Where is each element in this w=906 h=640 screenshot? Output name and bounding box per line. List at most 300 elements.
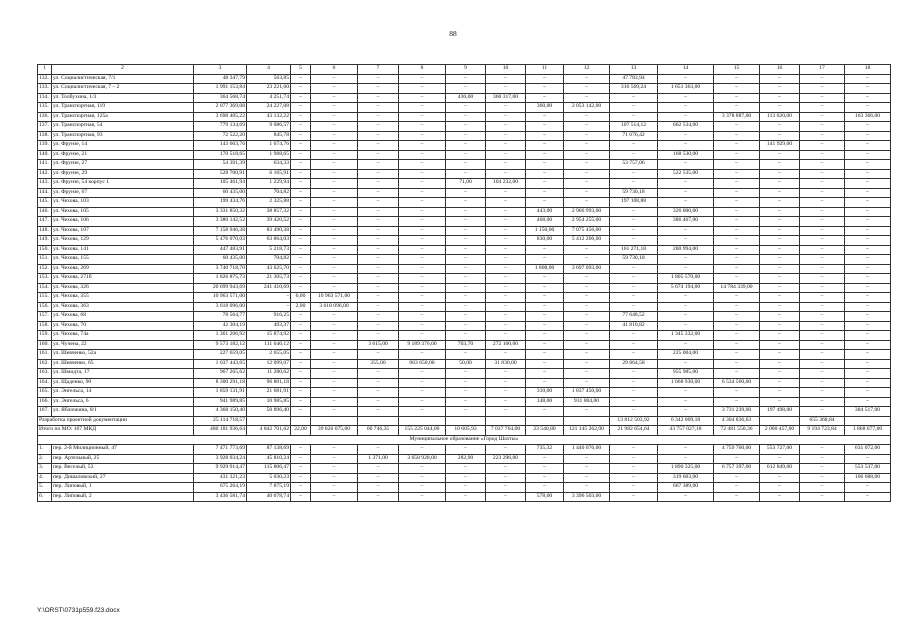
table-cell: 3 928 034,24: [194, 454, 247, 464]
table-cell: –: [311, 492, 358, 502]
address-cell: ул. Чехова, 68: [52, 312, 194, 322]
table-cell: 38 857,32: [247, 207, 291, 217]
table-cell: –: [358, 188, 399, 198]
table-cell: –: [486, 293, 526, 303]
table-cell: 1 345 332,00: [658, 331, 714, 341]
table-cell: –: [399, 312, 446, 322]
table-row: [38, 226, 891, 236]
table-cell: –: [800, 103, 845, 113]
table-cell: –: [358, 217, 399, 227]
table-cell: 9 189 376,00: [399, 340, 446, 350]
table-cell: –: [658, 388, 714, 398]
table-cell: –: [358, 264, 399, 274]
table-cell: 468,00: [526, 217, 564, 227]
table-cell: 631 072,00: [845, 445, 891, 455]
table-cell: 10 605,93: [446, 426, 486, 436]
table-cell: –: [291, 245, 311, 255]
table-cell: –: [800, 340, 845, 350]
table-cell: 704,82: [247, 188, 291, 198]
table-cell: –: [845, 274, 891, 284]
table-cell: –: [399, 207, 446, 217]
address-cell: ул. Энгельса, 6: [52, 397, 194, 407]
table-row: [38, 217, 891, 227]
table-cell: –: [526, 312, 564, 322]
table-cell: –: [564, 369, 610, 379]
table-cell: –: [291, 103, 311, 113]
table-cell: –: [358, 302, 399, 312]
table-cell: 43 757 027,18: [658, 426, 714, 436]
table-cell: –: [800, 492, 845, 502]
table-cell: –: [486, 150, 526, 160]
table-cell: –: [760, 255, 800, 265]
table-cell: –: [845, 359, 891, 369]
table-cell: –: [714, 150, 760, 160]
table-cell: –: [311, 340, 358, 350]
table-cell: –: [446, 369, 486, 379]
table-cell: –: [564, 283, 610, 293]
table-cell: –: [610, 397, 658, 407]
table-row: [38, 188, 891, 198]
table-cell: –: [399, 350, 446, 360]
table-cell: 1 826 875,73: [194, 274, 247, 284]
table-cell: –: [658, 340, 714, 350]
table-cell: 137.: [38, 122, 52, 132]
table-cell: 4 304 836,63: [714, 416, 760, 426]
address-cell: ул. Толбухина, 1/3: [52, 93, 194, 103]
table-cell: –: [291, 141, 311, 151]
table-cell: –: [446, 112, 486, 122]
table-cell: –: [526, 255, 564, 265]
table-cell: –: [446, 397, 486, 407]
table-cell: –: [564, 483, 610, 493]
table-cell: 578,00: [526, 492, 564, 502]
address-cell: ул. Чехова, 70: [52, 321, 194, 331]
table-cell: 2 325,88: [247, 198, 291, 208]
table-cell: 43 132,22: [247, 112, 291, 122]
table-cell: 3.: [38, 464, 52, 474]
table-cell: –: [291, 359, 311, 369]
table-cell: –: [658, 131, 714, 141]
table-cell: –: [311, 131, 358, 141]
table-cell: –: [564, 141, 610, 151]
table-cell: –: [845, 160, 891, 170]
table-cell: –: [610, 207, 658, 217]
table-cell: –: [526, 350, 564, 360]
table-cell: 319 603,00: [658, 473, 714, 483]
table-cell: 830,00: [526, 236, 564, 246]
table-row: [38, 84, 891, 94]
table-cell: –: [526, 245, 564, 255]
table-cell: –: [486, 141, 526, 151]
table-cell: –: [760, 369, 800, 379]
table-cell: 493,37: [247, 321, 291, 331]
table-cell: –: [760, 179, 800, 189]
table-cell: –: [399, 160, 446, 170]
address-cell: ул. Фрунзе, 21: [52, 150, 194, 160]
table-cell: 163.: [38, 369, 52, 379]
table-cell: –: [311, 198, 358, 208]
table-cell: –: [291, 407, 311, 417]
table-cell: –: [800, 321, 845, 331]
table-cell: 955 985,00: [658, 369, 714, 379]
table-cell: 197 108,88: [610, 198, 658, 208]
table-cell: –: [658, 236, 714, 246]
table-cell: –: [564, 150, 610, 160]
table-cell: 704,82: [247, 255, 291, 265]
table-cell: –: [358, 103, 399, 113]
table-row: [38, 169, 891, 179]
table-cell: –: [446, 236, 486, 246]
design-docs-row: [38, 416, 891, 426]
table-cell: –: [845, 93, 891, 103]
table-row: [38, 103, 891, 113]
table-cell: –: [446, 302, 486, 312]
table-cell: 199 434,76: [194, 198, 247, 208]
table-cell: –: [610, 483, 658, 493]
table-cell: –: [714, 359, 760, 369]
table-cell: –: [358, 122, 399, 132]
table-cell: –: [714, 131, 760, 141]
table-cell: 153.: [38, 274, 52, 284]
table-cell: –: [800, 188, 845, 198]
table-cell: –: [446, 445, 486, 455]
table-cell: –: [610, 264, 658, 274]
table-cell: –: [800, 226, 845, 236]
table-cell: –: [610, 369, 658, 379]
table-cell: –: [486, 74, 526, 84]
table-cell: –: [526, 141, 564, 151]
table-cell: –: [311, 236, 358, 246]
table-row: [38, 321, 891, 331]
table-cell: 447 483,91: [194, 245, 247, 255]
table-cell: –: [610, 93, 658, 103]
table-cell: –: [610, 302, 658, 312]
table-cell: –: [564, 464, 610, 474]
table-row: [38, 274, 891, 284]
table-cell: –: [845, 103, 891, 113]
table-cell: –: [610, 141, 658, 151]
table-cell: –: [714, 188, 760, 198]
table-cell: –: [564, 302, 610, 312]
table-cell: –: [610, 445, 658, 455]
table-cell: –: [610, 464, 658, 474]
table-row: [38, 331, 891, 341]
table-cell: 96 801,18: [247, 378, 291, 388]
table-cell: –: [399, 473, 446, 483]
table-cell: –: [399, 150, 446, 160]
table-cell: –: [446, 473, 486, 483]
table-row: [38, 302, 891, 312]
table-cell: –: [358, 255, 399, 265]
address-cell: пер. Веселый, 53: [52, 464, 194, 474]
table-cell: –: [800, 150, 845, 160]
table-cell: –: [399, 122, 446, 132]
table-cell: –: [845, 207, 891, 217]
table-cell: –: [564, 179, 610, 189]
table-cell: –: [564, 274, 610, 284]
table-cell: –: [311, 274, 358, 284]
address-cell: ул. Фрунзе, 27: [52, 160, 194, 170]
table-cell: –: [760, 122, 800, 132]
table-cell: –: [760, 160, 800, 170]
address-cell: пер. 2-й Милиционный, 47: [52, 445, 194, 455]
table-cell: 355,00: [358, 359, 399, 369]
table-cell: –: [311, 445, 358, 455]
table-cell: –: [760, 340, 800, 350]
table-cell: –: [291, 207, 311, 217]
table-cell: 6 534 560,00: [714, 378, 760, 388]
table-cell: [446, 416, 486, 426]
table-cell: –: [399, 331, 446, 341]
table-cell: –: [714, 93, 760, 103]
repair-register-table: [37, 64, 891, 502]
table-cell: 50,00: [446, 359, 486, 369]
table-cell: –: [291, 131, 311, 141]
table-cell: –: [800, 264, 845, 274]
table-cell: –: [564, 160, 610, 170]
table-cell: –: [760, 150, 800, 160]
table-cell: 10 963 571,00: [194, 293, 247, 303]
table-cell: –: [800, 207, 845, 217]
column-number-cell: 2: [52, 65, 194, 75]
table-cell: –: [399, 245, 446, 255]
table-cell: 170 518,65: [194, 150, 247, 160]
table-cell: –: [760, 103, 800, 113]
table-cell: 7 158 946,38: [194, 226, 247, 236]
table-cell: –: [760, 74, 800, 84]
table-cell: –: [658, 112, 714, 122]
table-cell: 9 194 723,84: [800, 426, 845, 436]
table-cell: 9 573 182,12: [194, 340, 247, 350]
table-cell: –: [311, 321, 358, 331]
table-cell: 430,00: [446, 93, 486, 103]
table-row: [38, 293, 891, 303]
table-cell: –: [291, 350, 311, 360]
table-cell: 1 150,00: [526, 226, 564, 236]
table-cell: 4 251,74: [247, 93, 291, 103]
table-cell: 553 727,00: [760, 445, 800, 455]
table-cell: –: [564, 255, 610, 265]
table-cell: –: [358, 369, 399, 379]
table-cell: –: [658, 255, 714, 265]
table-cell: –: [358, 74, 399, 84]
table-cell: 113 020,00: [760, 112, 800, 122]
table-cell: 2 077 369,08: [194, 103, 247, 113]
table-cell: –: [311, 388, 358, 398]
table-cell: –: [526, 74, 564, 84]
table-cell: 111 646,12: [247, 340, 291, 350]
table-cell: –: [760, 188, 800, 198]
table-cell: –: [658, 179, 714, 189]
table-cell: –: [800, 331, 845, 341]
address-cell: ул. Чучена, 22: [52, 340, 194, 350]
column-number-cell: 9: [446, 65, 486, 75]
table-cell: –: [486, 483, 526, 493]
table-cell: –: [760, 397, 800, 407]
table-row: [38, 264, 891, 274]
table-cell: 1 868 677,00: [845, 426, 891, 436]
table-cell: –: [358, 388, 399, 398]
table-cell: –: [399, 236, 446, 246]
table-row: [38, 359, 891, 369]
table-cell: –: [358, 312, 399, 322]
table-cell: –: [291, 283, 311, 293]
table-cell: –: [564, 74, 610, 84]
table-cell: –: [714, 492, 760, 502]
table-cell: –: [358, 293, 399, 303]
table-cell: –: [800, 255, 845, 265]
table-cell: –: [658, 160, 714, 170]
table-cell: –: [800, 122, 845, 132]
table-cell: –: [399, 483, 446, 493]
table-cell: –: [446, 217, 486, 227]
table-cell: 326 000,00: [658, 207, 714, 217]
table-cell: –: [291, 378, 311, 388]
table-cell: [526, 416, 564, 426]
table-cell: –: [291, 331, 311, 341]
table-cell: 612 849,00: [760, 464, 800, 474]
table-cell: –: [800, 473, 845, 483]
table-row: [38, 445, 891, 455]
table-cell: –: [800, 464, 845, 474]
table-cell: –: [311, 226, 358, 236]
table-cell: –: [358, 131, 399, 141]
table-cell: –: [291, 112, 311, 122]
table-cell: 5 674 194,00: [658, 283, 714, 293]
table-cell: –: [760, 169, 800, 179]
table-cell: –: [486, 122, 526, 132]
table-cell: 50 896,40: [247, 407, 291, 417]
table-cell: –: [800, 445, 845, 455]
table-cell: –: [247, 293, 291, 303]
table-cell: 667 389,00: [658, 483, 714, 493]
table-cell: 106 688,00: [845, 473, 891, 483]
table-cell: –: [845, 169, 891, 179]
table-cell: –: [399, 397, 446, 407]
table-cell: –: [358, 160, 399, 170]
table-cell: –: [658, 198, 714, 208]
table-cell: –: [311, 217, 358, 227]
table-cell: 160.: [38, 340, 52, 350]
table-cell: 43 625,70: [247, 264, 291, 274]
table-cell: –: [291, 84, 311, 94]
table-cell: –: [526, 378, 564, 388]
table-cell: –: [800, 112, 845, 122]
table-cell: –: [311, 350, 358, 360]
table-cell: –: [526, 454, 564, 464]
table-cell: 150.: [38, 245, 52, 255]
table-cell: –: [486, 236, 526, 246]
table-cell: –: [564, 122, 610, 132]
table-cell: 25 114 718,57: [194, 416, 247, 426]
table-cell: –: [760, 236, 800, 246]
table-cell: 280 994,00: [658, 245, 714, 255]
table-cell: –: [399, 464, 446, 474]
table-cell: –: [526, 483, 564, 493]
table-cell: –: [610, 226, 658, 236]
table-cell: –: [564, 454, 610, 464]
table-cell: –: [845, 141, 891, 151]
design-docs-label: Разработка проектной документации: [38, 416, 194, 426]
table-cell: –: [658, 492, 714, 502]
table-cell: 1 674,76: [247, 141, 291, 151]
table-cell: 1 229,94: [247, 179, 291, 189]
table-cell: –: [311, 331, 358, 341]
table-cell: –: [311, 255, 358, 265]
table-cell: 147.: [38, 217, 52, 227]
table-cell: –: [311, 283, 358, 293]
table-cell: –: [526, 131, 564, 141]
table-cell: –: [658, 188, 714, 198]
total-label: Итого по МО: 167 МКД: [38, 426, 194, 436]
table-cell: –: [446, 169, 486, 179]
table-row: [38, 245, 891, 255]
table-cell: 138.: [38, 131, 52, 141]
table-cell: –: [714, 217, 760, 227]
table-cell: –: [610, 340, 658, 350]
table-cell: –: [486, 464, 526, 474]
table-cell: –: [760, 293, 800, 303]
table-cell: –: [845, 198, 891, 208]
table-cell: 59 730,18: [610, 188, 658, 198]
table-cell: –: [486, 445, 526, 455]
table-cell: 162.: [38, 359, 52, 369]
table-cell: –: [526, 302, 564, 312]
table-cell: –: [291, 483, 311, 493]
table-cell: –: [845, 255, 891, 265]
table-cell: –: [800, 131, 845, 141]
table-cell: –: [486, 388, 526, 398]
address-cell: ул. Чехова, 105: [52, 207, 194, 217]
table-cell: –: [446, 483, 486, 493]
table-cell: 963 650,00: [399, 359, 446, 369]
table-cell: –: [446, 84, 486, 94]
table-cell: 155 225 044,00: [399, 426, 446, 436]
table-cell: –: [358, 464, 399, 474]
table-cell: –: [486, 321, 526, 331]
table-cell: –: [760, 483, 800, 493]
table-cell: 105 461,94: [194, 179, 247, 189]
table-cell: –: [486, 226, 526, 236]
table-cell: 59 730,18: [610, 255, 658, 265]
table-cell: –: [610, 293, 658, 303]
table-cell: 163 366,00: [845, 112, 891, 122]
table-cell: –: [610, 388, 658, 398]
table-row: [38, 122, 891, 132]
table-cell: –: [446, 74, 486, 84]
table-cell: –: [446, 255, 486, 265]
table-cell: –: [714, 293, 760, 303]
table-cell: –: [564, 473, 610, 483]
table-cell: 5 030,23: [247, 473, 291, 483]
table-cell: –: [845, 131, 891, 141]
table-cell: –: [311, 483, 358, 493]
table-cell: 53 757,06: [610, 160, 658, 170]
table-cell: –: [800, 198, 845, 208]
table-cell: –: [526, 179, 564, 189]
table-cell: –: [714, 369, 760, 379]
table-cell: –: [358, 321, 399, 331]
table-cell: –: [714, 160, 760, 170]
table-cell: –: [526, 169, 564, 179]
table-cell: –: [291, 188, 311, 198]
address-cell: ул. Энгельса, 14: [52, 388, 194, 398]
table-cell: –: [845, 397, 891, 407]
table-cell: 83 490,38: [247, 226, 291, 236]
table-cell: 443,00: [526, 207, 564, 217]
table-cell: 634,33: [247, 160, 291, 170]
table-cell: –: [291, 198, 311, 208]
